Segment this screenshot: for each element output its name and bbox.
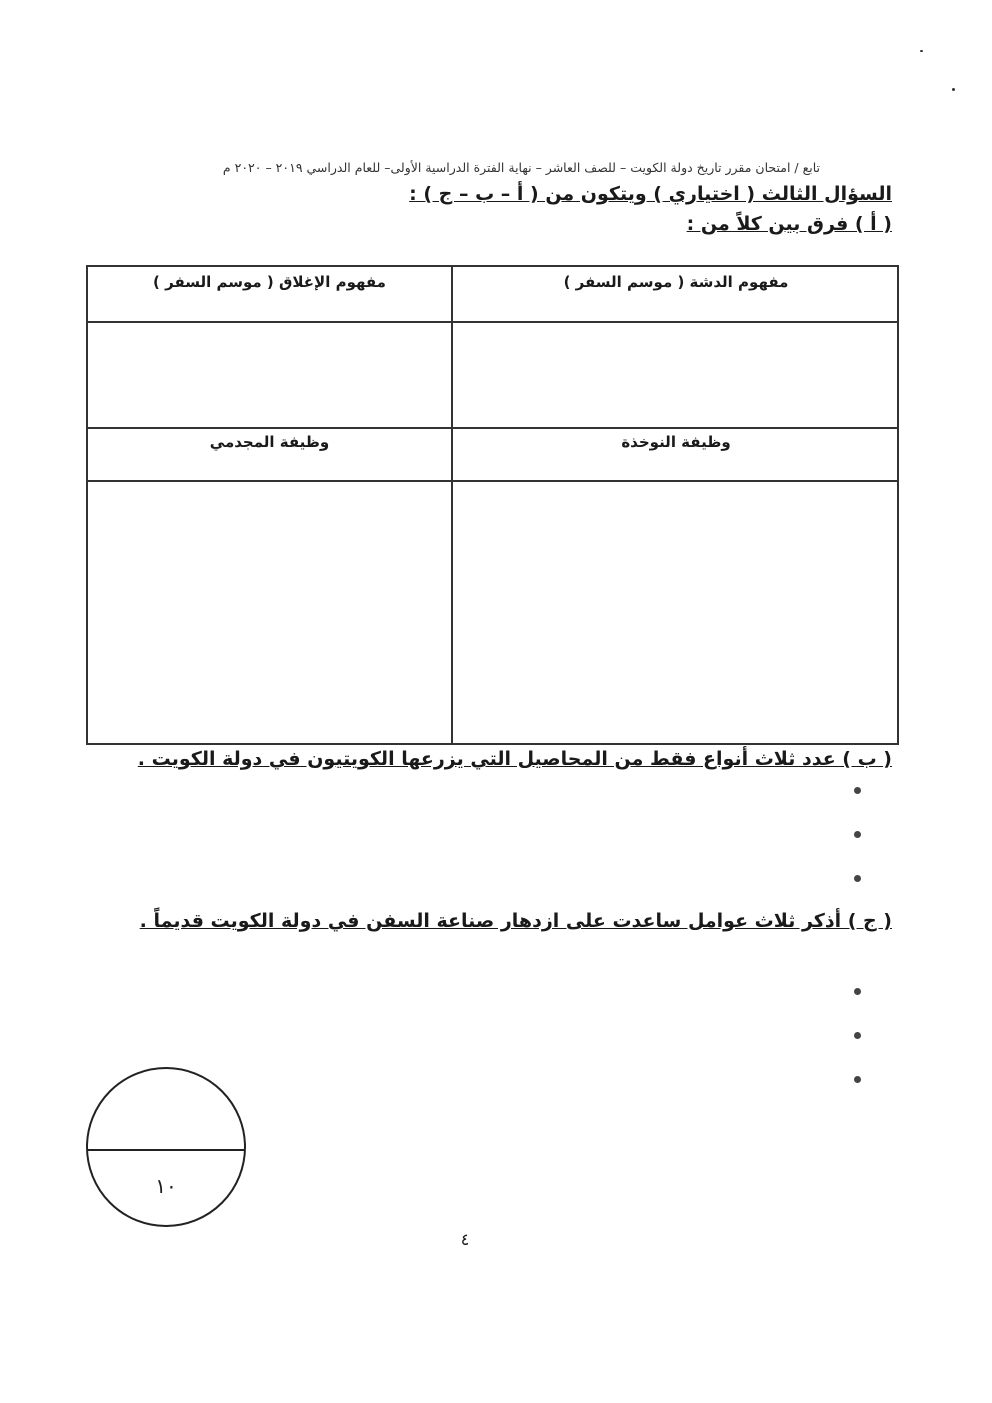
answer-bullet-b-2 — [854, 831, 861, 838]
answer-bullet-c-2 — [854, 1032, 861, 1039]
part-b-title: ( ب ) عدد ثلاث أنواع فقط من المحاصيل التي يزرعها الكويتيون في دولة الكويت . — [137, 748, 892, 770]
answer-cell-dasha[interactable] — [453, 323, 899, 427]
page-number: ٤ — [460, 1230, 470, 1249]
answer-bullet-b-1 — [854, 787, 861, 794]
answer-cell-nokhatha[interactable] — [453, 482, 899, 743]
header-closing-concept: مفهوم الإغلاق ( موسم السفر ) — [153, 273, 386, 291]
answer-cell-mijdami[interactable] — [88, 482, 451, 743]
question-3-title-text: السؤال الثالث ( اختياري ) ويتكون من ( أ – ب – ج ) : — [409, 183, 892, 205]
part-c-title: ( ج ) أذكر ثلاث عوامل ساعدت على ازدهار صناعة السفن في دولة الكويت قديماً . — [139, 910, 892, 932]
answer-bullet-b-3 — [854, 875, 861, 882]
scan-speck — [920, 50, 923, 52]
score-circle — [86, 1067, 246, 1227]
scan-speck — [952, 88, 955, 91]
header-mijdami-role: وظيفة المجدمي — [209, 433, 330, 451]
header-dasha-concept: مفهوم الدشة ( موسم السفر ) — [563, 273, 789, 291]
comparison-table — [86, 265, 899, 745]
score-circle-divider — [88, 1149, 244, 1151]
answer-cell-closing[interactable] — [88, 323, 451, 427]
header-nokhatha-role: وظيفة النوخذة — [621, 433, 731, 451]
table-row-divider — [88, 427, 897, 429]
question-3-title — [409, 183, 892, 205]
score-total: ١٠ — [155, 1174, 177, 1198]
answer-bullet-c-3 — [854, 1076, 861, 1083]
answer-bullet-c-1 — [854, 988, 861, 995]
exam-header: تابع / امتحان مقرر تاريخ دولة الكويت – للصف العاشر – نهاية الفترة الدراسية الأولى– للعام الدراسي ٢٠١٩ – ٢٠٢٠ م — [222, 160, 820, 175]
part-a-title: ( أ ) فرق بين كلاً من : — [686, 213, 892, 235]
